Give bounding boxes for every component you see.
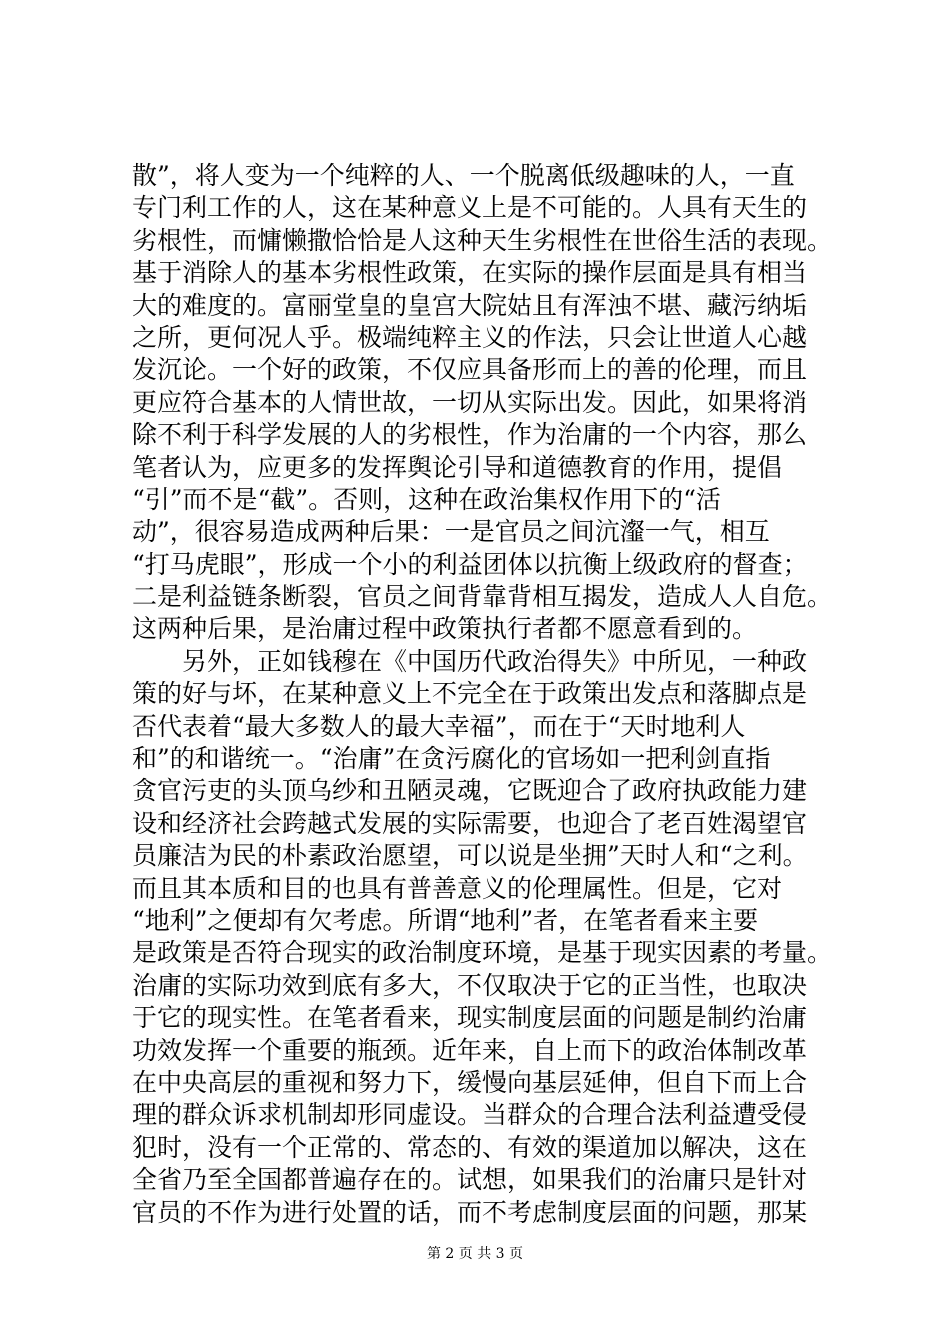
text-line: 功效发挥一个重要的瓶颈。近年来，自上而下的政治体制改革 [132, 1035, 808, 1065]
text-line: 员廉洁为民的朴素政治愿望，可以说是坐拥”天时人和“之利。 [132, 841, 808, 871]
text-line: 于它的现实性。在笔者看来，现实制度层面的问题是制约治庸 [132, 1003, 808, 1033]
text-line: 策的好与坏，在某种意义上不完全在于政策出发点和落脚点是 [132, 679, 808, 709]
text-line: 除不利于科学发展的人的劣根性，作为治庸的一个内容，那么 [132, 420, 808, 450]
text-line: “地利”之便却有欠考虑。所谓“地利”者，在笔者看来主要 [132, 905, 759, 935]
page-number-footer: 第 2 页 共 3 页 [426, 1246, 524, 1262]
text-line: 设和经济社会跨越式发展的实际需要，也迎合了老百姓渴望官 [132, 808, 808, 838]
text-line: “引”而不是“截”。否则，这种在政治集权作用下的“活 [132, 484, 721, 514]
text-line: 大的难度的。富丽堂皇的皇宫大院姑且有浑浊不堪、藏污纳垢 [132, 290, 808, 320]
text-line: 发沉论。一个好的政策，不仅应具备形而上的善的伦理，而且 [132, 355, 808, 385]
text-line: 否代表着“最大多数人的最大幸福”，而在于“天时地利人 [132, 711, 746, 741]
text-line: 贪官污吏的头顶乌纱和丑陋灵魂，它既迎合了政府执政能力建 [132, 776, 808, 806]
text-line: 治庸的实际功效到底有多大，不仅取决于它的正当性，也取决 [132, 970, 808, 1000]
text-line: 更应符合基本的人情世故，一切从实际出发。因此，如果将消 [132, 387, 808, 417]
text-line: 劣根性，而慵懒撒恰恰是人这种天生劣根性在世俗生活的表现。 [132, 225, 833, 255]
text-line: 和”的和谐统一。“治庸”在贪污腐化的官场如一把利剑直指 [132, 744, 771, 774]
text-line: 笔者认为，应更多的发挥舆论引导和道德教育的作用，提倡 [132, 452, 783, 482]
text-line: 在中央高层的重视和努力下，缓慢向基层延伸，但自下而上合 [132, 1067, 808, 1097]
document-body [132, 160, 832, 1229]
text-line: 是政策是否符合现实的政治制度环境，是基于现实因素的考量。 [132, 938, 833, 968]
text-line: 犯时，没有一个正常的、常态的、有效的渠道加以解决，这在 [132, 1132, 808, 1162]
text-line: 官员的不作为进行处置的话，而不考虑制度层面的问题，那某 [132, 1197, 808, 1227]
text-line: 另外，正如钱穆在《中国历代政治得失》中所见，一种政 [132, 646, 808, 676]
text-line: 全省乃至全国都普遍存在的。试想，如果我们的治庸只是针对 [132, 1165, 808, 1195]
text-line: 二是利益链条断裂，官员之间背靠背相互揭发，造成人人自危。 [132, 582, 833, 612]
text-line: 动”，很容易造成两种后果：一是官员之间沆瀣一气，相互 [132, 517, 770, 547]
text-line: 散”，将人变为一个纯粹的人、一个脱离低级趣味的人，一直 [132, 161, 795, 190]
text-line: “打马虎眼”，形成一个小的利益团体以抗衡上级政府的督查； [132, 549, 808, 579]
text-line: 基于消除人的基本劣根性政策，在实际的操作层面是具有相当 [132, 258, 808, 288]
text-line: 而且其本质和目的也具有普善意义的伦理属性。但是，它对 [132, 873, 783, 903]
text-line: 专门利工作的人，这在某种意义上是不可能的。人具有天生的 [132, 193, 808, 223]
text-line: 这两种后果，是治庸过程中政策执行者都不愿意看到的。 [132, 614, 758, 644]
text-line: 理的群众诉求机制却形同虚设。当群众的合理合法利益遭受侵 [132, 1100, 808, 1130]
text-line: 之所，更何况人乎。极端纯粹主义的作法，只会让世道人心越 [132, 322, 808, 352]
